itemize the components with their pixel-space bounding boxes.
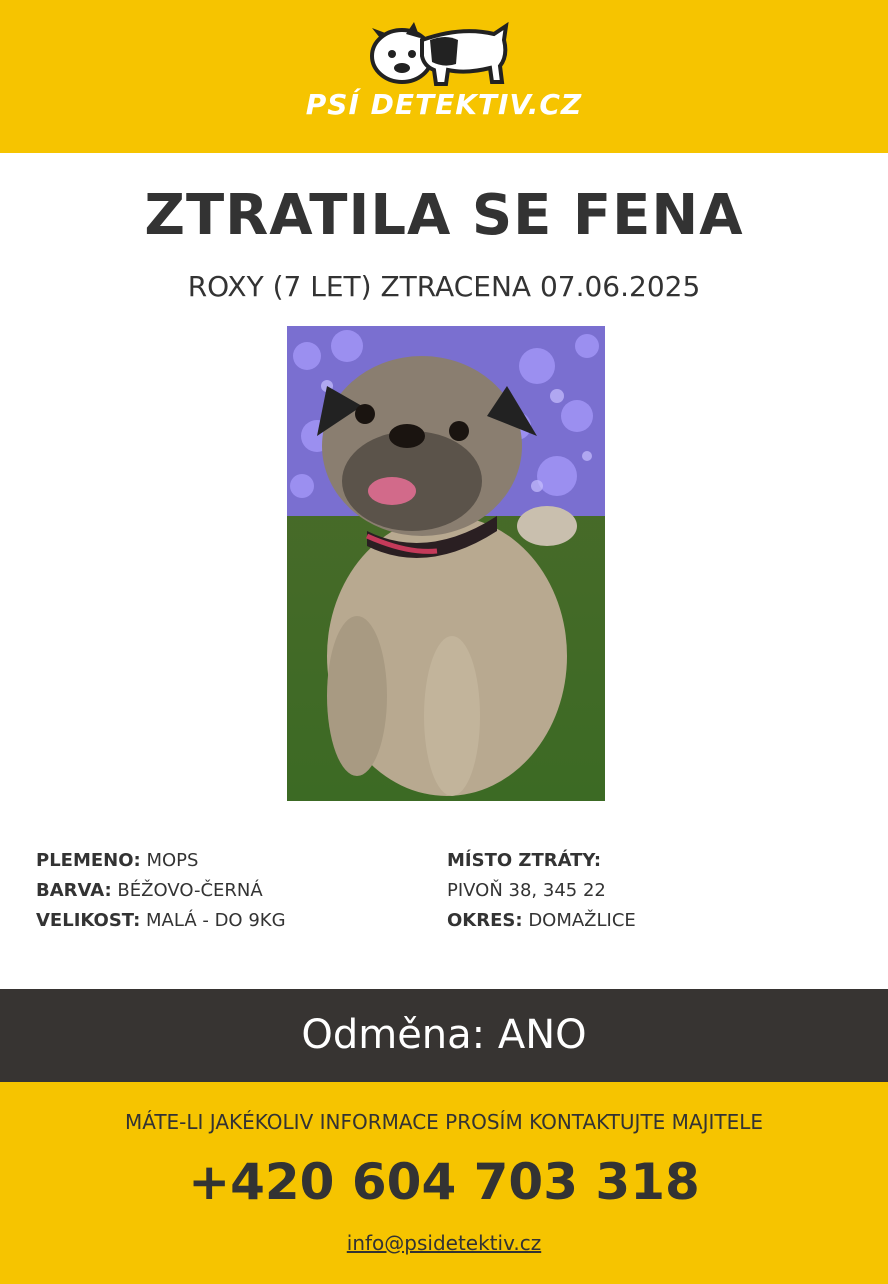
place-label: MÍSTO ZTRÁTY:	[447, 850, 602, 871]
phone-number[interactable]: +420 604 703 318	[188, 1153, 700, 1211]
page-subtitle: ROXY (7 LET) ZTRACENA 07.06.2025	[187, 270, 701, 303]
size-row	[36, 906, 286, 936]
color-label: BARVA:	[36, 880, 112, 901]
site-name[interactable]: PSÍ DETEKTIV.CZ	[305, 88, 583, 121]
reward-banner: Odměna: ANO	[0, 989, 888, 1082]
district-value: DOMAŽLICE	[528, 910, 636, 931]
header-banner	[0, 0, 888, 153]
details-left	[36, 846, 286, 936]
breed-row	[36, 846, 286, 876]
place-row	[447, 846, 636, 876]
place-value: PIVOŇ 38, 345 22	[447, 880, 606, 901]
size-label: VELIKOST:	[36, 910, 141, 931]
pug-photo	[287, 326, 605, 801]
breed-value: MOPS	[146, 850, 199, 871]
page-title: ZTRATILA SE FENA	[144, 183, 744, 248]
color-value: BÉŽOVO-ČERNÁ	[117, 880, 263, 901]
size-value: MALÁ - DO 9KG	[146, 910, 286, 931]
district-label: OKRES:	[447, 910, 523, 931]
breed-label: PLEMENO:	[36, 850, 141, 871]
district-row	[447, 906, 636, 936]
contact-instructions: MÁTE-LI JAKÉKOLIV INFORMACE PROSÍM KONTAKTUJTE MAJITELE	[124, 1110, 764, 1134]
email-link[interactable]: info@psidetektiv.cz	[346, 1231, 542, 1255]
details-right	[447, 846, 636, 936]
color-row	[36, 876, 286, 906]
dog-logo-icon	[366, 16, 516, 88]
